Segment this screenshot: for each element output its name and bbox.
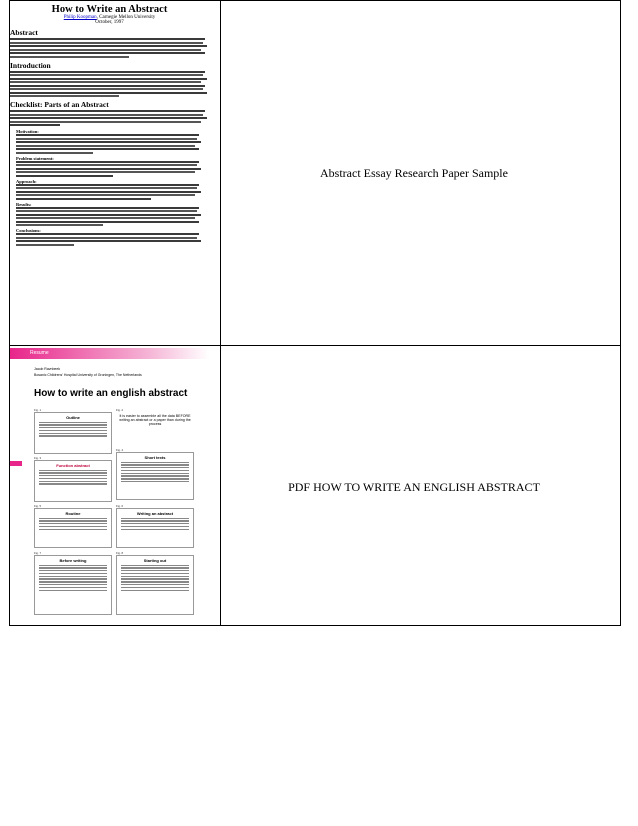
list-item: Problem statement: — [16, 156, 209, 177]
list-item: Approach: — [16, 179, 209, 200]
caption-abstract-essay: Abstract Essay Research Paper Sample — [320, 166, 508, 180]
list-item: Conclusions: — [16, 228, 209, 246]
column-divider — [220, 1, 221, 625]
list-item: Results: — [16, 202, 209, 227]
fig-label: Fig. 1 — [34, 408, 41, 412]
fig-label: Fig. 7 — [34, 551, 41, 555]
box-easier-note: It is easier to assemble all the data BEFORE writing an abstract or a paper than during the process — [116, 412, 194, 446]
checklist-intro-paragraph — [10, 110, 209, 126]
box-starting-out: Starting out — [116, 555, 194, 615]
band-label: Resume — [30, 350, 49, 356]
checklist-list — [16, 129, 209, 246]
caption-pdf-english-abstract: PDF HOW TO WRITE AN ENGLISH ABSTRACT — [288, 480, 540, 494]
thumbnail-abstract-article[interactable] — [10, 1, 209, 343]
heading-introduction: Introduction — [10, 60, 51, 70]
box-outline: Outline — [34, 412, 112, 454]
thumbnail-pdf-pages[interactable] — [10, 346, 209, 625]
box-short-texts: Short texts — [116, 452, 194, 500]
introduction-paragraph — [10, 71, 209, 98]
article-title: How to Write an Abstract — [51, 4, 168, 15]
fig-label: Fig. 2 — [116, 408, 123, 412]
pdf-title: How to write an english abstract — [34, 388, 188, 399]
heading-abstract: Abstract — [10, 28, 38, 37]
author-affiliation: , Carnegie Mellon University — [96, 15, 156, 20]
fig-label: Fig. 5 — [34, 504, 41, 508]
pdf-affiliation: Bosanic Childrens' Hospital University of Groningen, The Netherlands — [34, 373, 142, 377]
fig-label: Fig. 6 — [116, 504, 123, 508]
box-before-writing: Before writing — [34, 555, 112, 615]
side-tab — [10, 461, 22, 466]
box-writing-abstract: Writing an abstract — [116, 508, 194, 548]
fig-label: Fig. 3 — [34, 456, 41, 460]
article-date: October, 1997 — [95, 20, 124, 25]
author-link[interactable]: Philip Koopman — [63, 15, 97, 20]
box-routine: Routine — [34, 508, 112, 548]
header-band — [10, 348, 209, 359]
pdf-author: Jacob Ravnbeek — [34, 367, 61, 371]
box-function-abstract: Function abstract — [34, 460, 112, 502]
abstract-paragraph — [10, 38, 209, 58]
list-item: Motivation: — [16, 129, 209, 154]
heading-checklist: Checklist: Parts of an Abstract — [10, 100, 109, 109]
fig-label: Fig. 8 — [116, 551, 123, 555]
fig-label: Fig. 4 — [116, 448, 123, 452]
